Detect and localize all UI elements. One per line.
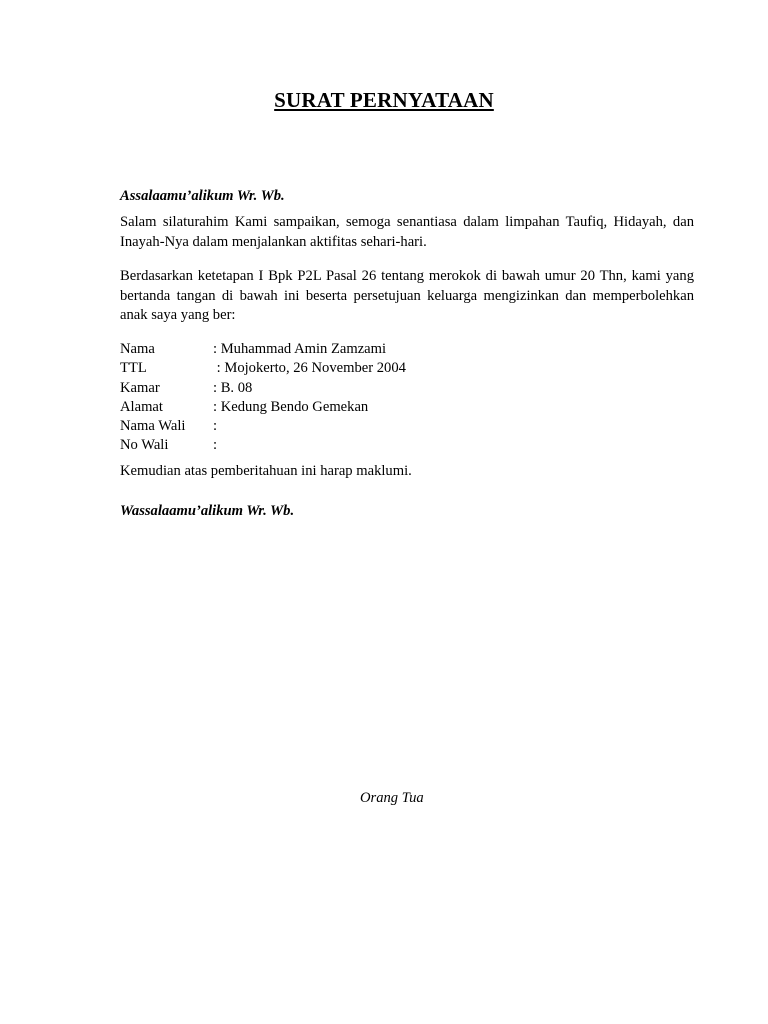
paragraph-intro: Salam silaturahim Kami sampaikan, semoga senantiasa dalam limpahan Taufiq, Hidayah, dan Inayah-Nya dalam menjalankan aktifitas sehari-hari. <box>120 214 694 250</box>
field-row-nama-wali <box>120 417 694 436</box>
field-row-no-wali <box>120 436 694 455</box>
identity-fields <box>120 340 694 456</box>
field-value: : Muhammad Amin Zamzami <box>213 341 387 357</box>
field-label: Kamar <box>120 379 160 396</box>
closing-salutation: Wassalaamu’alikum Wr. Wb. <box>120 503 295 519</box>
field-value: : B. 08 <box>213 379 253 396</box>
field-label: No Wali <box>120 437 169 454</box>
field-label: Alamat <box>120 398 163 415</box>
signature-label: Orang Tua <box>360 790 424 806</box>
field-row-kamar <box>120 379 694 398</box>
field-value: : <box>213 437 218 454</box>
field-label: Nama <box>120 341 155 357</box>
field-label: Nama Wali <box>120 418 186 435</box>
greeting: Assalaamu’alikum Wr. Wb. <box>120 188 285 204</box>
field-row-nama <box>120 340 694 359</box>
paragraph-closing-note: Kemudian atas pemberitahuan ini harap maklumi. <box>120 463 412 479</box>
field-row-ttl <box>120 359 694 378</box>
field-value: : Kedung Bendo Gemekan <box>213 398 369 415</box>
field-label: TTL <box>120 360 147 377</box>
paragraph-statement: Berdasarkan ketetapan I Bpk P2L Pasal 26 tentang merokok di bawah umur 20 Thn, kami yang bertanda tangan di bawah ini beserta persetujuan keluarga mengizinkan dan memperbolehkan anak saya yang ber: <box>120 268 694 323</box>
document-title: SURAT PERNYATAAN <box>274 88 494 112</box>
field-value: : <box>213 418 218 435</box>
field-row-alamat <box>120 398 694 417</box>
field-value: : Mojokerto, 26 November 2004 <box>213 360 406 377</box>
